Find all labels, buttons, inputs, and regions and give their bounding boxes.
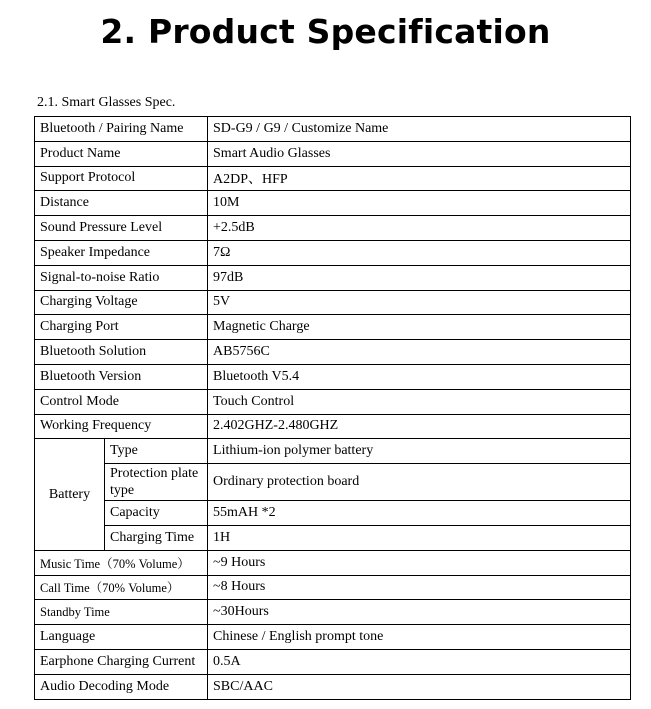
table-row xyxy=(35,600,631,625)
spec-value: Bluetooth V5.4 xyxy=(208,364,631,389)
spec-label: Speaker Impedance xyxy=(35,240,208,265)
spec-value: SD-G9 / G9 / Customize Name xyxy=(208,117,631,142)
spec-value: Chinese / English prompt tone xyxy=(208,625,631,650)
spec-table xyxy=(34,116,631,700)
spec-label: Charging Port xyxy=(35,315,208,340)
spec-value: ~8 Hours xyxy=(208,575,631,600)
spec-value: 55mAH *2 xyxy=(208,501,631,526)
spec-label: Sound Pressure Level xyxy=(35,216,208,241)
spec-value: 5V xyxy=(208,290,631,315)
spec-value: 10M xyxy=(208,191,631,216)
spec-label: Signal-to-noise Ratio xyxy=(35,265,208,290)
spec-label: Support Protocol xyxy=(35,166,208,191)
spec-label: Bluetooth / Pairing Name xyxy=(35,117,208,142)
table-row xyxy=(35,141,631,166)
spec-value: 7Ω xyxy=(208,240,631,265)
table-row xyxy=(35,240,631,265)
spec-value: ~30Hours xyxy=(208,600,631,625)
table-row xyxy=(35,216,631,241)
table-row xyxy=(35,166,631,191)
spec-label: Standby Time xyxy=(35,600,208,625)
table-row xyxy=(35,550,631,575)
spec-value: Ordinary protection board xyxy=(208,464,631,501)
spec-sublabel: Protection plate type xyxy=(105,464,208,501)
spec-label: Earphone Charging Current xyxy=(35,649,208,674)
spec-value: A2DP、HFP xyxy=(208,166,631,191)
spec-sublabel: Capacity xyxy=(105,501,208,526)
spec-label: Audio Decoding Mode xyxy=(35,674,208,699)
spec-value: +2.5dB xyxy=(208,216,631,241)
spec-value: 0.5A xyxy=(208,649,631,674)
table-row xyxy=(35,364,631,389)
table-row xyxy=(35,501,631,526)
table-row xyxy=(35,464,631,501)
table-row xyxy=(35,674,631,699)
page-title: 2. Product Specification xyxy=(100,12,551,51)
table-row xyxy=(35,315,631,340)
spec-value: ~9 Hours xyxy=(208,550,631,575)
table-row xyxy=(35,191,631,216)
spec-sublabel: Charging Time xyxy=(105,525,208,550)
spec-label: Music Time（70% Volume） xyxy=(35,550,208,575)
spec-label: Charging Voltage xyxy=(35,290,208,315)
table-row xyxy=(35,649,631,674)
section-title: 2.1. Smart Glasses Spec. xyxy=(37,95,176,110)
spec-value: AB5756C xyxy=(208,340,631,365)
spec-label: Bluetooth Version xyxy=(35,364,208,389)
table-row xyxy=(35,389,631,414)
table-row xyxy=(35,340,631,365)
spec-label: Call Time（70% Volume） xyxy=(35,575,208,600)
spec-value: SBC/AAC xyxy=(208,674,631,699)
spec-sublabel: Type xyxy=(105,439,208,464)
spec-label: Bluetooth Solution xyxy=(35,340,208,365)
spec-value: Lithium-ion polymer battery xyxy=(208,439,631,464)
spec-value: Smart Audio Glasses xyxy=(208,141,631,166)
table-row xyxy=(35,117,631,142)
spec-value: 97dB xyxy=(208,265,631,290)
spec-value: Touch Control xyxy=(208,389,631,414)
table-row xyxy=(35,575,631,600)
spec-label: Control Mode xyxy=(35,389,208,414)
spec-value: 2.402GHZ-2.480GHZ xyxy=(208,414,631,439)
spec-label: Distance xyxy=(35,191,208,216)
spec-label: Working Frequency xyxy=(35,414,208,439)
table-row xyxy=(35,625,631,650)
table-row xyxy=(35,290,631,315)
spec-label: Product Name xyxy=(35,141,208,166)
spec-value: 1H xyxy=(208,525,631,550)
spec-value: Magnetic Charge xyxy=(208,315,631,340)
table-row xyxy=(35,439,631,464)
table-row xyxy=(35,525,631,550)
spec-label: Language xyxy=(35,625,208,650)
battery-group-label: Battery xyxy=(35,439,105,550)
table-row xyxy=(35,265,631,290)
table-row xyxy=(35,414,631,439)
